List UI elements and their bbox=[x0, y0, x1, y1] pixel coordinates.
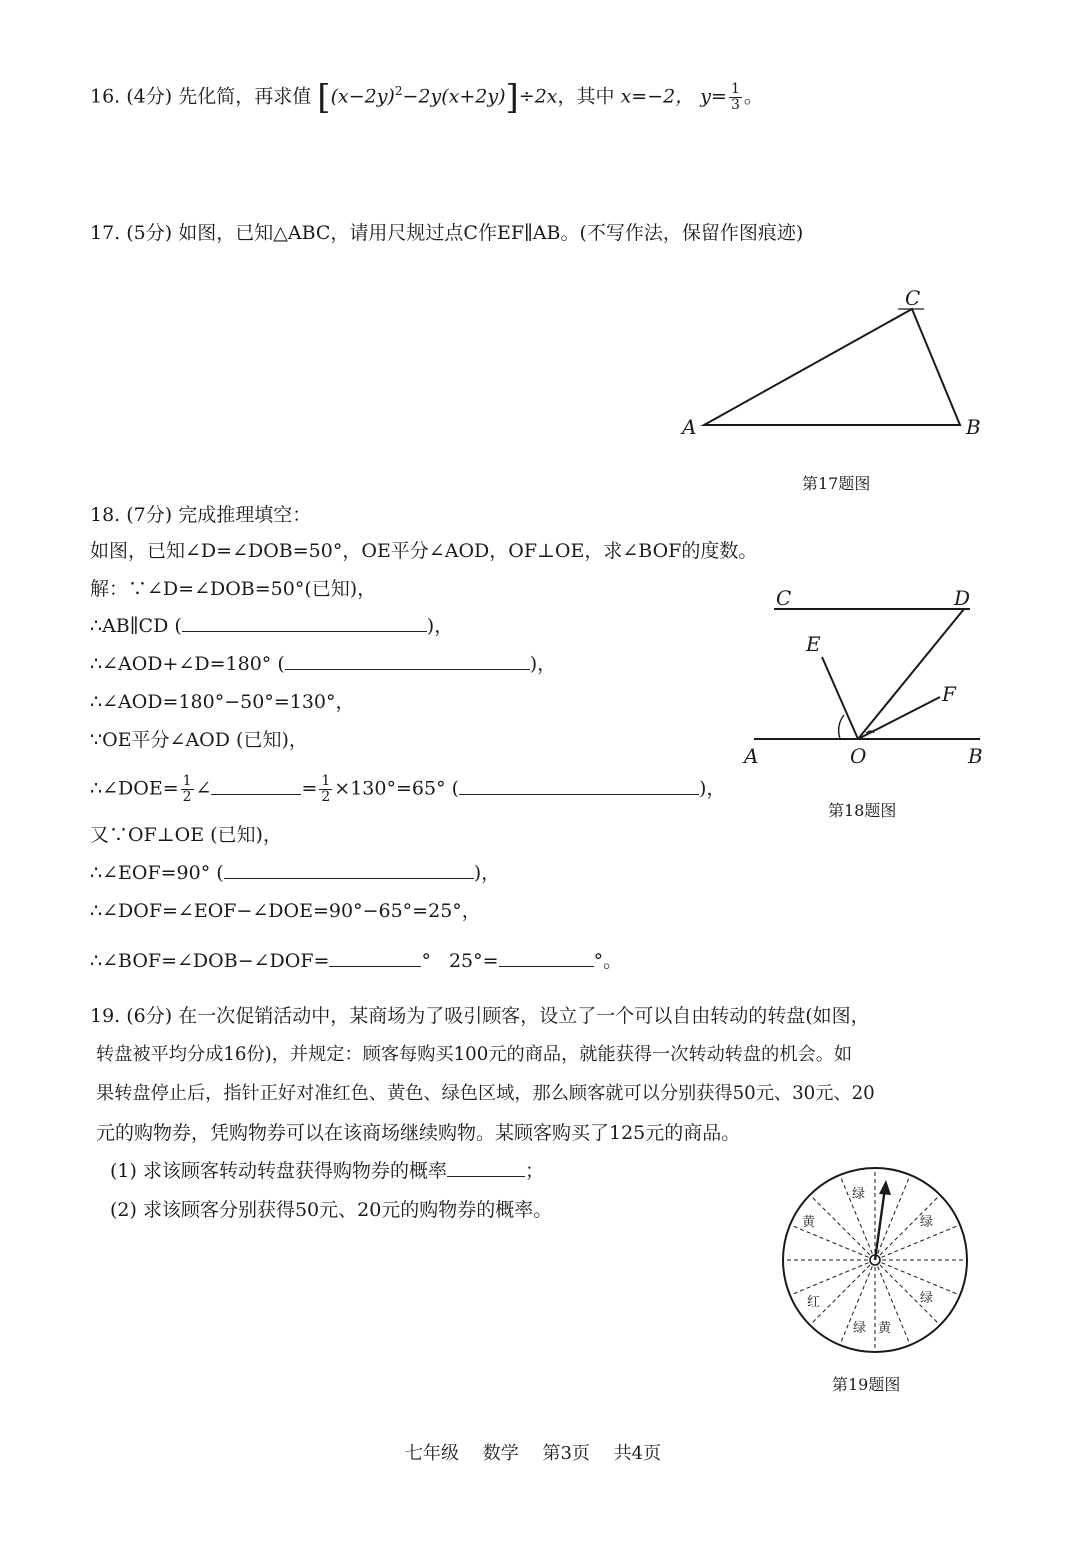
q17-points: (5分) bbox=[126, 222, 173, 244]
footer-page: 第3页 bbox=[542, 1443, 590, 1464]
q18-step-3-end: )， bbox=[529, 653, 557, 675]
reason-blank-4[interactable] bbox=[224, 860, 474, 879]
q16-x-cond: x=−2， bbox=[620, 85, 695, 108]
q19-sub-1 bbox=[110, 1158, 544, 1184]
label-o: O bbox=[850, 744, 867, 768]
q18-step-6-text: ∴∠DOE= bbox=[90, 777, 179, 800]
q16-bracket-right: ] bbox=[505, 77, 519, 118]
q18-title-line bbox=[90, 502, 311, 528]
q18-step-10-mid: 25°= bbox=[448, 950, 499, 972]
q16-expr-a: (x−2y) bbox=[330, 85, 395, 108]
value-blank-2[interactable] bbox=[499, 948, 594, 967]
reason-blank-1[interactable] bbox=[182, 613, 427, 632]
q18-step-10 bbox=[90, 948, 622, 974]
segment-label: 黄 bbox=[878, 1321, 892, 1336]
q17-line bbox=[90, 220, 803, 246]
label-f: F bbox=[942, 682, 956, 706]
segment-of bbox=[858, 697, 940, 739]
spinner-pointer bbox=[875, 1188, 885, 1260]
q18-step-8 bbox=[90, 860, 500, 886]
q18-step-5: ∵OE平分∠AOD (已知)， bbox=[90, 729, 308, 751]
q19-figure-caption: 第19题图 bbox=[832, 1375, 901, 1394]
label-c: C bbox=[776, 586, 792, 610]
q18-step-10-end: °。 bbox=[593, 950, 623, 972]
q18-step-3-text: ∴∠AOD+∠D=180° ( bbox=[90, 653, 285, 675]
q18-step-1: 解：∵∠D=∠DOB=50°(已知)， bbox=[90, 578, 377, 600]
q18-step-2-end: )， bbox=[426, 615, 454, 637]
q16-y-lhs: y= bbox=[700, 85, 727, 108]
probability-blank[interactable] bbox=[447, 1158, 525, 1177]
q18-step-6-end: )， bbox=[699, 777, 726, 800]
q18-step-6-calc: ×130°=65° ( bbox=[334, 777, 460, 800]
label-b: B bbox=[966, 415, 981, 439]
half-num-1: 1 bbox=[182, 773, 192, 789]
q16-points: (4分) bbox=[126, 85, 173, 108]
q17-number: 17. bbox=[90, 222, 121, 244]
q18-title: 完成推理填空： bbox=[178, 504, 312, 526]
half-den-1: 2 bbox=[182, 789, 192, 805]
label-a: A bbox=[682, 415, 697, 439]
page-footer bbox=[405, 1441, 661, 1467]
q16-expr-sq: 2 bbox=[394, 84, 403, 98]
sector-divider bbox=[875, 1225, 960, 1260]
q18-step-7: 又∵OF⊥OE (已知)， bbox=[90, 824, 282, 846]
q16-y-num: 1 bbox=[730, 80, 740, 97]
q18-points: (7分) bbox=[126, 504, 173, 526]
label-e: E bbox=[806, 632, 821, 656]
q17-figure bbox=[670, 285, 1010, 445]
segment-label: 绿 bbox=[920, 1291, 934, 1306]
q19-spinner bbox=[775, 1160, 975, 1360]
segment-label: 红 bbox=[807, 1295, 821, 1310]
sector-divider bbox=[790, 1225, 875, 1260]
label-a: A bbox=[744, 744, 759, 768]
q19-sub-1-text: (1) 求该顾客转动转盘获得购物券的概率 bbox=[110, 1160, 447, 1182]
q19-line-1 bbox=[90, 1003, 870, 1029]
reason-blank-3[interactable] bbox=[459, 776, 699, 795]
sector-divider bbox=[790, 1260, 875, 1295]
sector-divider bbox=[810, 1260, 875, 1325]
pointer-arrow-icon bbox=[879, 1180, 891, 1195]
q18-step-9: ∴∠DOF=∠EOF−∠DOE=90°−65°=25°， bbox=[90, 900, 481, 922]
q16-end: 。 bbox=[743, 85, 763, 108]
reason-blank-2[interactable] bbox=[285, 651, 530, 670]
segment-label: 绿 bbox=[853, 1321, 867, 1336]
q18-step-2 bbox=[90, 613, 453, 639]
q16-expr-b: −2y(x+2y) bbox=[402, 85, 506, 108]
label-b: B bbox=[968, 744, 983, 768]
segment-label: 绿 bbox=[920, 1215, 934, 1230]
q19-sub-2: (2) 求该顾客分别获得50元、20元的购物券的概率。 bbox=[110, 1199, 553, 1221]
q16-cond: ，其中 bbox=[557, 85, 615, 108]
q18-prompt: 如图，已知∠D=∠DOB=50°，OE平分∠AOD，OF⊥OE，求∠BOF的度数。 bbox=[90, 540, 758, 562]
q18-step-10-deg: ° bbox=[421, 950, 431, 972]
q18-step-2-text: ∴AB∥CD ( bbox=[90, 615, 182, 637]
segment-oe bbox=[822, 657, 858, 739]
segment-label: 绿 bbox=[852, 1187, 866, 1202]
q19-sub-1-end: ； bbox=[524, 1160, 544, 1182]
q19-line-3: 果转盘停止后，指针正好对准红色、黄色、绿色区域，那么顾客就可以分别获得50元、30元、20 bbox=[96, 1083, 875, 1104]
q16-number: 16. bbox=[90, 85, 121, 108]
q19-text-1: 在一次促销活动中，某商场为了吸引顾客，设立了一个可以自由转动的转盘(如图， bbox=[178, 1005, 870, 1027]
q18-step-4: ∴∠AOD=180°−50°=130°， bbox=[90, 691, 355, 713]
q19-line-4: 元的购物券，凭购物券可以在该商场继续购物。某顾客购买了125元的商品。 bbox=[96, 1122, 741, 1144]
triangle-abc bbox=[704, 309, 960, 425]
q16-expr-c: ÷2x bbox=[518, 85, 558, 108]
footer-grade: 七年级 bbox=[405, 1443, 459, 1464]
q18-step-3 bbox=[90, 651, 556, 677]
q18-figure-caption: 第18题图 bbox=[828, 801, 897, 820]
half-fraction-2 bbox=[319, 774, 332, 805]
q18-step-8-end: )， bbox=[473, 862, 501, 884]
q17-figure-caption: 第17题图 bbox=[802, 474, 871, 493]
q18-number: 18. bbox=[90, 504, 121, 526]
angle-arc-mark bbox=[839, 715, 844, 739]
q18-step-6 bbox=[90, 774, 725, 805]
angle-blank[interactable] bbox=[211, 776, 301, 795]
q18-step-10-text: ∴∠BOF=∠DOB−∠DOF= bbox=[90, 950, 330, 972]
sector-divider bbox=[875, 1260, 960, 1295]
q18-step-6-angle: ∠ bbox=[195, 777, 212, 800]
q16-text: 先化简，再求值 bbox=[178, 85, 312, 108]
q19-points: (6分) bbox=[126, 1005, 173, 1027]
q18-step-6-eq: = bbox=[301, 777, 318, 800]
footer-subject: 数学 bbox=[482, 1443, 519, 1464]
segment-label: 黄 bbox=[802, 1215, 816, 1230]
label-c: C bbox=[905, 286, 921, 310]
q16-bracket-left: [ bbox=[317, 77, 331, 118]
q16-line bbox=[90, 77, 763, 118]
label-d: D bbox=[954, 586, 971, 610]
half-den-2: 2 bbox=[321, 789, 331, 805]
q19-number: 19. bbox=[90, 1005, 121, 1027]
sector-divider bbox=[810, 1195, 875, 1260]
value-blank-1[interactable] bbox=[329, 948, 421, 967]
q16-y-fraction bbox=[729, 82, 742, 113]
footer-total: 共4页 bbox=[613, 1443, 662, 1464]
q18-step-8-text: ∴∠EOF=90° ( bbox=[90, 862, 224, 884]
q19-line-2: 转盘被平均分成16份)，并规定：顾客每购买100元的商品，就能获得一次转动转盘的机会。如 bbox=[96, 1044, 853, 1065]
q17-text: 如图，已知△ABC，请用尺规过点C作EF∥AB。(不写作法，保留作图痕迹) bbox=[178, 222, 804, 244]
half-num-2: 1 bbox=[321, 773, 331, 789]
segment-od bbox=[858, 609, 964, 739]
q16-y-den: 3 bbox=[730, 96, 740, 113]
q18-figure bbox=[740, 585, 1000, 775]
half-fraction-1 bbox=[181, 774, 194, 805]
